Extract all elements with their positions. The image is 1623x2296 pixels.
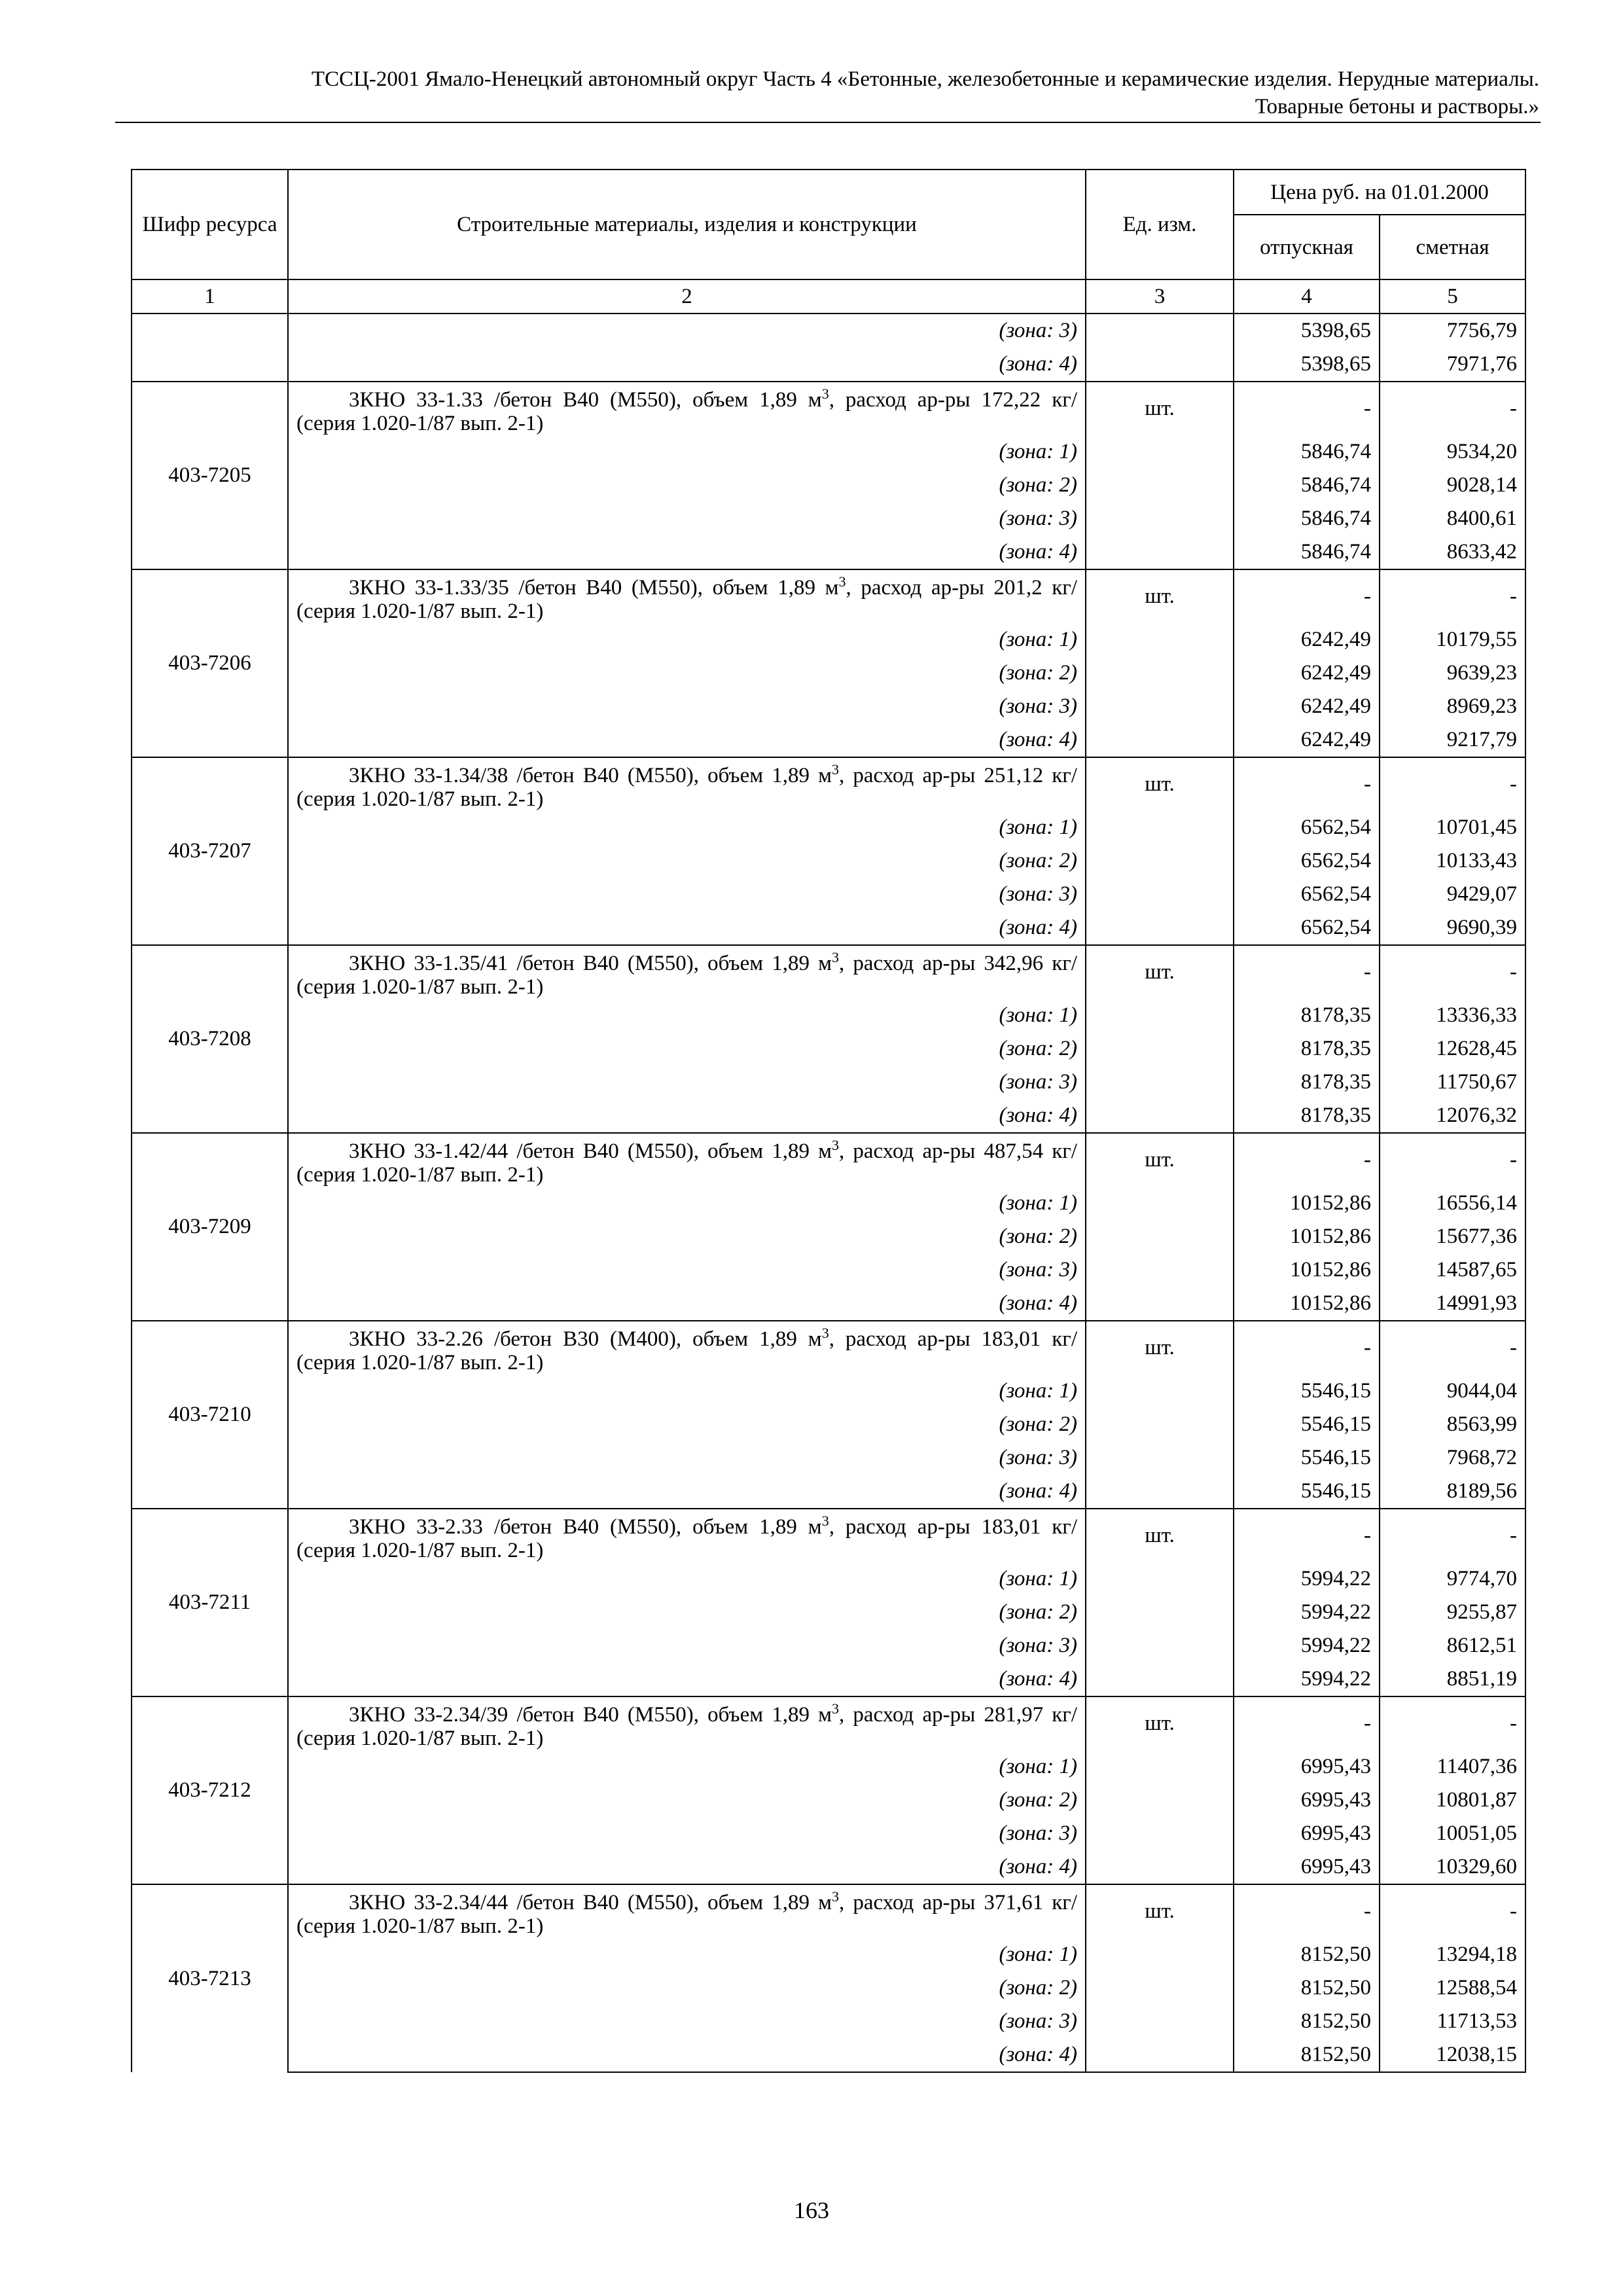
col-estimate-header: сметная bbox=[1380, 215, 1525, 279]
unit-cell-empty bbox=[1086, 1596, 1234, 1629]
zone-label: (зона: 4) bbox=[288, 1099, 1086, 1133]
code-cell-empty bbox=[132, 314, 288, 348]
description-text: , расход ар-ры 183,01 кг/ (серия 1.020-1/87 вып. 2-1) bbox=[296, 1327, 1077, 1374]
release-price: 6242,49 bbox=[1234, 656, 1380, 690]
zone-row bbox=[132, 723, 1525, 757]
estimate-price: 9217,79 bbox=[1380, 723, 1525, 757]
material-description bbox=[288, 1133, 1086, 1187]
page-number: 163 bbox=[794, 2197, 829, 2223]
zone-row bbox=[132, 1253, 1525, 1287]
zone-label: (зона: 3) bbox=[288, 878, 1086, 911]
table-row bbox=[132, 382, 1525, 435]
resource-code: 403-7205 bbox=[132, 382, 288, 569]
release-price: 6562,54 bbox=[1234, 911, 1380, 945]
zone-row bbox=[132, 811, 1525, 844]
material-description bbox=[288, 382, 1086, 435]
estimate-price: 8563,99 bbox=[1380, 1408, 1525, 1441]
zone-row bbox=[132, 878, 1525, 911]
estimate-price: 7968,72 bbox=[1380, 1441, 1525, 1475]
unit-cell-empty bbox=[1086, 1817, 1234, 1850]
zone-label: (зона: 3) bbox=[288, 1253, 1086, 1287]
release-price: 8152,50 bbox=[1234, 2005, 1380, 2038]
zone-label: (зона: 4) bbox=[288, 723, 1086, 757]
unit-cell-empty bbox=[1086, 1187, 1234, 1220]
zone-label: (зона: 2) bbox=[288, 1408, 1086, 1441]
zone-label: (зона: 1) bbox=[288, 1374, 1086, 1408]
release-price: 8152,50 bbox=[1234, 1938, 1380, 1971]
unit-of-measure: шт. bbox=[1086, 1509, 1234, 1562]
unit-cell-empty bbox=[1086, 811, 1234, 844]
zone-row bbox=[132, 1971, 1525, 2005]
header-line-2: Товарные бетоны и растворы.» bbox=[1255, 95, 1539, 118]
zone-label: (зона: 1) bbox=[288, 1187, 1086, 1220]
unit-cell-empty bbox=[1086, 1662, 1234, 1696]
zone-label: (зона: 1) bbox=[288, 435, 1086, 469]
column-number: 5 bbox=[1380, 279, 1525, 314]
release-price: 6995,43 bbox=[1234, 1817, 1380, 1850]
header-rule bbox=[115, 122, 1541, 123]
zone-label: (зона: 3) bbox=[288, 314, 1086, 348]
description-text: , расход ар-ры 172,22 кг/ (серия 1.020-1/87 вып. 2-1) bbox=[296, 388, 1077, 435]
zone-label: (зона: 3) bbox=[288, 1441, 1086, 1475]
superscript: 3 bbox=[832, 1700, 840, 1717]
release-price: 5994,22 bbox=[1234, 1562, 1380, 1596]
zone-row bbox=[132, 1374, 1525, 1408]
unit-cell-empty bbox=[1086, 999, 1234, 1032]
superscript: 3 bbox=[821, 386, 829, 402]
zone-row bbox=[132, 348, 1525, 382]
estimate-price: 9534,20 bbox=[1380, 435, 1525, 469]
resource-code: 403-7207 bbox=[132, 757, 288, 945]
unit-cell-empty bbox=[1086, 1287, 1234, 1321]
zone-row bbox=[132, 1596, 1525, 1629]
unit-cell-empty bbox=[1086, 469, 1234, 502]
unit-cell-empty bbox=[1086, 535, 1234, 569]
column-number: 3 bbox=[1086, 279, 1234, 314]
estimate-price: 10329,60 bbox=[1380, 1850, 1525, 1884]
col-name-header: Строительные материалы, изделия и конструкции bbox=[288, 170, 1086, 279]
release-price: 5546,15 bbox=[1234, 1408, 1380, 1441]
description-text: , расход ар-ры 281,97 кг/ (серия 1.020-1/87 вып. 2-1) bbox=[296, 1703, 1077, 1750]
estimate-price: 8851,19 bbox=[1380, 1662, 1525, 1696]
unit-cell-empty bbox=[1086, 435, 1234, 469]
zone-label: (зона: 1) bbox=[288, 999, 1086, 1032]
release-price: - bbox=[1234, 1884, 1380, 1938]
resource-code: 403-7206 bbox=[132, 569, 288, 757]
estimate-price: 9044,04 bbox=[1380, 1374, 1525, 1408]
zone-label: (зона: 4) bbox=[288, 348, 1086, 382]
release-price: 5846,74 bbox=[1234, 435, 1380, 469]
release-price: - bbox=[1234, 1696, 1380, 1750]
zone-label: (зона: 3) bbox=[288, 1629, 1086, 1662]
zone-row bbox=[132, 1662, 1525, 1696]
table-row bbox=[132, 1696, 1525, 1750]
material-description bbox=[288, 1696, 1086, 1750]
estimate-price: 10051,05 bbox=[1380, 1817, 1525, 1850]
estimate-price: 13336,33 bbox=[1380, 999, 1525, 1032]
unit-cell-empty bbox=[1086, 878, 1234, 911]
estimate-price: 10801,87 bbox=[1380, 1784, 1525, 1817]
zone-label: (зона: 3) bbox=[288, 1066, 1086, 1099]
description-text: , расход ар-ры 371,61 кг/ (серия 1.020-1/87 вып. 2-1) bbox=[296, 1891, 1077, 1938]
column-number: 1 bbox=[132, 279, 288, 314]
unit-cell-empty bbox=[1086, 1562, 1234, 1596]
unit-cell-empty bbox=[1086, 623, 1234, 656]
zone-row bbox=[132, 469, 1525, 502]
release-price: 5398,65 bbox=[1234, 314, 1380, 348]
description-text: 3КНО 33-2.34/44 /бетон В40 (М550), объем 1,89 м bbox=[349, 1891, 832, 1914]
price-table bbox=[131, 169, 1526, 2073]
release-price: 5546,15 bbox=[1234, 1475, 1380, 1509]
col-code-header: Шифр ресурса bbox=[132, 170, 288, 279]
zone-label: (зона: 2) bbox=[288, 656, 1086, 690]
release-price: 5994,22 bbox=[1234, 1596, 1380, 1629]
estimate-price: 11713,53 bbox=[1380, 2005, 1525, 2038]
unit-of-measure: шт. bbox=[1086, 1321, 1234, 1374]
release-price: 8152,50 bbox=[1234, 1971, 1380, 2005]
estimate-price: 8189,56 bbox=[1380, 1475, 1525, 1509]
unit-cell-empty bbox=[1086, 2005, 1234, 2038]
unit-cell-empty bbox=[1086, 1374, 1234, 1408]
release-price: 6562,54 bbox=[1234, 878, 1380, 911]
release-price: 6562,54 bbox=[1234, 811, 1380, 844]
zone-row bbox=[132, 502, 1525, 535]
zone-row bbox=[132, 1408, 1525, 1441]
unit-cell-empty bbox=[1086, 1441, 1234, 1475]
zone-row bbox=[132, 1032, 1525, 1066]
zone-label: (зона: 4) bbox=[288, 911, 1086, 945]
release-price: 6995,43 bbox=[1234, 1750, 1380, 1784]
release-price: 6995,43 bbox=[1234, 1850, 1380, 1884]
release-price: 5994,22 bbox=[1234, 1629, 1380, 1662]
release-price: 10152,86 bbox=[1234, 1253, 1380, 1287]
release-price: 6242,49 bbox=[1234, 723, 1380, 757]
estimate-price: - bbox=[1380, 1884, 1525, 1938]
unit-cell-empty bbox=[1086, 690, 1234, 723]
release-price: 5846,74 bbox=[1234, 535, 1380, 569]
release-price: 5846,74 bbox=[1234, 502, 1380, 535]
estimate-price: 12588,54 bbox=[1380, 1971, 1525, 2005]
unit-cell-empty bbox=[1086, 1750, 1234, 1784]
estimate-price: 9774,70 bbox=[1380, 1562, 1525, 1596]
material-description bbox=[288, 1884, 1086, 1938]
estimate-price: 15677,36 bbox=[1380, 1220, 1525, 1253]
estimate-price: - bbox=[1380, 757, 1525, 811]
table-row bbox=[132, 1884, 1525, 1938]
zone-label: (зона: 4) bbox=[288, 1287, 1086, 1321]
unit-of-measure: шт. bbox=[1086, 1133, 1234, 1187]
estimate-price: 7971,76 bbox=[1380, 348, 1525, 382]
zone-label: (зона: 2) bbox=[288, 844, 1086, 878]
estimate-price: 12628,45 bbox=[1380, 1032, 1525, 1066]
estimate-price: 9690,39 bbox=[1380, 911, 1525, 945]
description-text: 3КНО 33-1.34/38 /бетон В40 (М550), объем 1,89 м bbox=[349, 764, 832, 787]
superscript: 3 bbox=[832, 949, 840, 965]
estimate-price: 9255,87 bbox=[1380, 1596, 1525, 1629]
estimate-price: 8969,23 bbox=[1380, 690, 1525, 723]
description-text: , расход ар-ры 183,01 кг/ (серия 1.020-1/87 вып. 2-1) bbox=[296, 1515, 1077, 1562]
zone-row bbox=[132, 690, 1525, 723]
zone-label: (зона: 3) bbox=[288, 690, 1086, 723]
estimate-price: - bbox=[1380, 1696, 1525, 1750]
estimate-price: 10133,43 bbox=[1380, 844, 1525, 878]
zone-label: (зона: 1) bbox=[288, 1750, 1086, 1784]
estimate-price: 14991,93 bbox=[1380, 1287, 1525, 1321]
description-text: 3КНО 33-2.26 /бетон В30 (М400), объем 1,89 м bbox=[349, 1327, 822, 1351]
release-price: 6995,43 bbox=[1234, 1784, 1380, 1817]
table-row bbox=[132, 1133, 1525, 1187]
unit-cell-empty bbox=[1086, 911, 1234, 945]
zone-row bbox=[132, 623, 1525, 656]
zone-row bbox=[132, 1187, 1525, 1220]
zone-row bbox=[132, 911, 1525, 945]
zone-label: (зона: 2) bbox=[288, 469, 1086, 502]
release-price: 10152,86 bbox=[1234, 1220, 1380, 1253]
description-text: 3КНО 33-1.35/41 /бетон В40 (М550), объем 1,89 м bbox=[349, 952, 832, 975]
code-cell-empty bbox=[132, 348, 288, 382]
unit-cell-empty bbox=[1086, 1784, 1234, 1817]
zone-row bbox=[132, 1817, 1525, 1850]
release-price: 5846,74 bbox=[1234, 469, 1380, 502]
unit-cell-empty bbox=[1086, 1032, 1234, 1066]
release-price: 6242,49 bbox=[1234, 623, 1380, 656]
unit-cell-empty bbox=[1086, 1938, 1234, 1971]
release-price: 5398,65 bbox=[1234, 348, 1380, 382]
zone-row bbox=[132, 844, 1525, 878]
release-price: 8178,35 bbox=[1234, 1032, 1380, 1066]
superscript: 3 bbox=[838, 573, 846, 590]
release-price: - bbox=[1234, 757, 1380, 811]
zone-row bbox=[132, 1938, 1525, 1971]
zone-label: (зона: 2) bbox=[288, 1596, 1086, 1629]
superscript: 3 bbox=[832, 761, 840, 778]
zone-label: (зона: 4) bbox=[288, 2038, 1086, 2072]
zone-label: (зона: 2) bbox=[288, 1971, 1086, 2005]
release-price: 6562,54 bbox=[1234, 844, 1380, 878]
zone-label: (зона: 4) bbox=[288, 1662, 1086, 1696]
description-text: 3КНО 33-1.33 /бетон В40 (М550), объем 1,89 м bbox=[349, 388, 822, 412]
table-row bbox=[132, 569, 1525, 623]
column-number: 4 bbox=[1234, 279, 1380, 314]
table-row bbox=[132, 945, 1525, 999]
header-line-1: ТССЦ-2001 Ямало-Ненецкий автономный округ Часть 4 «Бетонные, железобетонные и керамические изделия. Нерудные материалы. bbox=[311, 67, 1539, 91]
zone-label: (зона: 1) bbox=[288, 623, 1086, 656]
description-text: , расход ар-ры 201,2 кг/ (серия 1.020-1/87 вып. 2-1) bbox=[296, 576, 1077, 623]
zone-row bbox=[132, 1287, 1525, 1321]
material-description bbox=[288, 569, 1086, 623]
zone-row bbox=[132, 535, 1525, 569]
description-text: 3КНО 33-2.33 /бетон В40 (М550), объем 1,89 м bbox=[349, 1515, 822, 1539]
superscript: 3 bbox=[832, 1137, 840, 1153]
zone-label: (зона: 1) bbox=[288, 1938, 1086, 1971]
table-row bbox=[132, 1321, 1525, 1374]
material-description bbox=[288, 1509, 1086, 1562]
unit-cell-empty bbox=[1086, 1629, 1234, 1662]
unit-of-measure: шт. bbox=[1086, 1884, 1234, 1938]
estimate-price: 7756,79 bbox=[1380, 314, 1525, 348]
zone-row bbox=[132, 2005, 1525, 2038]
description-text: 3КНО 33-1.42/44 /бетон В40 (М550), объем 1,89 м bbox=[349, 1139, 832, 1163]
table-row bbox=[132, 1509, 1525, 1562]
zone-label: (зона: 3) bbox=[288, 2005, 1086, 2038]
estimate-price: 14587,65 bbox=[1380, 1253, 1525, 1287]
unit-cell-empty bbox=[1086, 844, 1234, 878]
material-description bbox=[288, 1321, 1086, 1374]
release-price: 8178,35 bbox=[1234, 1099, 1380, 1133]
zone-label: (зона: 3) bbox=[288, 1817, 1086, 1850]
unit-cell-empty bbox=[1086, 502, 1234, 535]
estimate-price: 12076,32 bbox=[1380, 1099, 1525, 1133]
unit-cell-empty bbox=[1086, 1971, 1234, 2005]
zone-label: (зона: 4) bbox=[288, 1475, 1086, 1509]
resource-code: 403-7208 bbox=[132, 945, 288, 1133]
estimate-price: 11750,67 bbox=[1380, 1066, 1525, 1099]
zone-label: (зона: 1) bbox=[288, 1562, 1086, 1596]
unit-of-measure: шт. bbox=[1086, 569, 1234, 623]
zone-row bbox=[132, 1562, 1525, 1596]
zone-label: (зона: 3) bbox=[288, 502, 1086, 535]
estimate-price: - bbox=[1380, 945, 1525, 999]
zone-row bbox=[132, 1750, 1525, 1784]
unit-of-measure: шт. bbox=[1086, 1696, 1234, 1750]
unit-cell-empty bbox=[1086, 348, 1234, 382]
estimate-price: - bbox=[1380, 1133, 1525, 1187]
estimate-price: - bbox=[1380, 569, 1525, 623]
release-price: - bbox=[1234, 945, 1380, 999]
material-description bbox=[288, 757, 1086, 811]
zone-label: (зона: 1) bbox=[288, 811, 1086, 844]
zone-row bbox=[132, 1475, 1525, 1509]
col-release-header: отпускная bbox=[1234, 215, 1380, 279]
release-price: 8152,50 bbox=[1234, 2038, 1380, 2072]
release-price: - bbox=[1234, 382, 1380, 435]
description-text: 3КНО 33-1.33/35 /бетон В40 (М550), объем 1,89 м bbox=[349, 576, 839, 600]
release-price: 10152,86 bbox=[1234, 1187, 1380, 1220]
unit-cell-empty bbox=[1086, 656, 1234, 690]
zone-row bbox=[132, 1220, 1525, 1253]
resource-code: 403-7213 bbox=[132, 1884, 288, 2072]
estimate-price: 11407,36 bbox=[1380, 1750, 1525, 1784]
release-price: - bbox=[1234, 1321, 1380, 1374]
estimate-price: - bbox=[1380, 1321, 1525, 1374]
superscript: 3 bbox=[821, 1325, 829, 1341]
zone-row bbox=[132, 1066, 1525, 1099]
zone-label: (зона: 2) bbox=[288, 1784, 1086, 1817]
zone-row bbox=[132, 1784, 1525, 1817]
estimate-price: 8400,61 bbox=[1380, 502, 1525, 535]
release-price: 5994,22 bbox=[1234, 1662, 1380, 1696]
release-price: - bbox=[1234, 1133, 1380, 1187]
unit-cell-empty bbox=[1086, 1253, 1234, 1287]
resource-code: 403-7211 bbox=[132, 1509, 288, 1696]
release-price: 10152,86 bbox=[1234, 1287, 1380, 1321]
unit-cell-empty bbox=[1086, 1099, 1234, 1133]
estimate-price: 9429,07 bbox=[1380, 878, 1525, 911]
estimate-price: 10701,45 bbox=[1380, 811, 1525, 844]
unit-cell-empty bbox=[1086, 1408, 1234, 1441]
zone-label: (зона: 4) bbox=[288, 535, 1086, 569]
unit-cell-empty bbox=[1086, 314, 1234, 348]
zone-row bbox=[132, 999, 1525, 1032]
column-number: 2 bbox=[288, 279, 1086, 314]
col-unit-header: Ед. изм. bbox=[1086, 170, 1234, 279]
description-text: 3КНО 33-2.34/39 /бетон В40 (М550), объем 1,89 м bbox=[349, 1703, 832, 1727]
table-header-row bbox=[132, 170, 1525, 215]
zone-row bbox=[132, 656, 1525, 690]
unit-cell-empty bbox=[1086, 1475, 1234, 1509]
unit-cell-empty bbox=[1086, 1066, 1234, 1099]
unit-cell-empty bbox=[1086, 2038, 1234, 2072]
table-row bbox=[132, 757, 1525, 811]
unit-cell-empty bbox=[1086, 1220, 1234, 1253]
col-price-header: Цена руб. на 01.01.2000 bbox=[1234, 170, 1525, 215]
release-price: - bbox=[1234, 1509, 1380, 1562]
zone-row bbox=[132, 1441, 1525, 1475]
zone-row bbox=[132, 314, 1525, 348]
estimate-price: - bbox=[1380, 1509, 1525, 1562]
release-price: 8178,35 bbox=[1234, 1066, 1380, 1099]
release-price: - bbox=[1234, 569, 1380, 623]
estimate-price: 12038,15 bbox=[1380, 2038, 1525, 2072]
zone-row bbox=[132, 435, 1525, 469]
resource-code: 403-7209 bbox=[132, 1133, 288, 1321]
zone-label: (зона: 2) bbox=[288, 1032, 1086, 1066]
estimate-price: 8612,51 bbox=[1380, 1629, 1525, 1662]
unit-of-measure: шт. bbox=[1086, 945, 1234, 999]
description-text: , расход ар-ры 487,54 кг/ (серия 1.020-1/87 вып. 2-1) bbox=[296, 1139, 1077, 1187]
unit-of-measure: шт. bbox=[1086, 757, 1234, 811]
running-header bbox=[115, 65, 1539, 120]
estimate-price: 10179,55 bbox=[1380, 623, 1525, 656]
estimate-price: 8633,42 bbox=[1380, 535, 1525, 569]
release-price: 6242,49 bbox=[1234, 690, 1380, 723]
resource-code: 403-7212 bbox=[132, 1696, 288, 1884]
material-description bbox=[288, 945, 1086, 999]
unit-cell-empty bbox=[1086, 1850, 1234, 1884]
description-text: , расход ар-ры 251,12 кг/ (серия 1.020-1/87 вып. 2-1) bbox=[296, 764, 1077, 811]
zone-row bbox=[132, 1099, 1525, 1133]
table-body bbox=[132, 314, 1525, 2072]
estimate-price: 13294,18 bbox=[1380, 1938, 1525, 1971]
zone-row bbox=[132, 1850, 1525, 1884]
estimate-price: 9639,23 bbox=[1380, 656, 1525, 690]
estimate-price: 16556,14 bbox=[1380, 1187, 1525, 1220]
zone-label: (зона: 2) bbox=[288, 1220, 1086, 1253]
superscript: 3 bbox=[821, 1513, 829, 1529]
release-price: 5546,15 bbox=[1234, 1374, 1380, 1408]
unit-of-measure: шт. bbox=[1086, 382, 1234, 435]
estimate-price: 9028,14 bbox=[1380, 469, 1525, 502]
superscript: 3 bbox=[832, 1888, 840, 1905]
zone-row bbox=[132, 1629, 1525, 1662]
unit-cell-empty bbox=[1086, 723, 1234, 757]
estimate-price: - bbox=[1380, 382, 1525, 435]
column-number-row bbox=[132, 279, 1525, 314]
zone-label: (зона: 4) bbox=[288, 1850, 1086, 1884]
release-price: 8178,35 bbox=[1234, 999, 1380, 1032]
release-price: 5546,15 bbox=[1234, 1441, 1380, 1475]
description-text: , расход ар-ры 342,96 кг/ (серия 1.020-1/87 вып. 2-1) bbox=[296, 952, 1077, 999]
resource-code: 403-7210 bbox=[132, 1321, 288, 1509]
zone-row bbox=[132, 2038, 1525, 2072]
